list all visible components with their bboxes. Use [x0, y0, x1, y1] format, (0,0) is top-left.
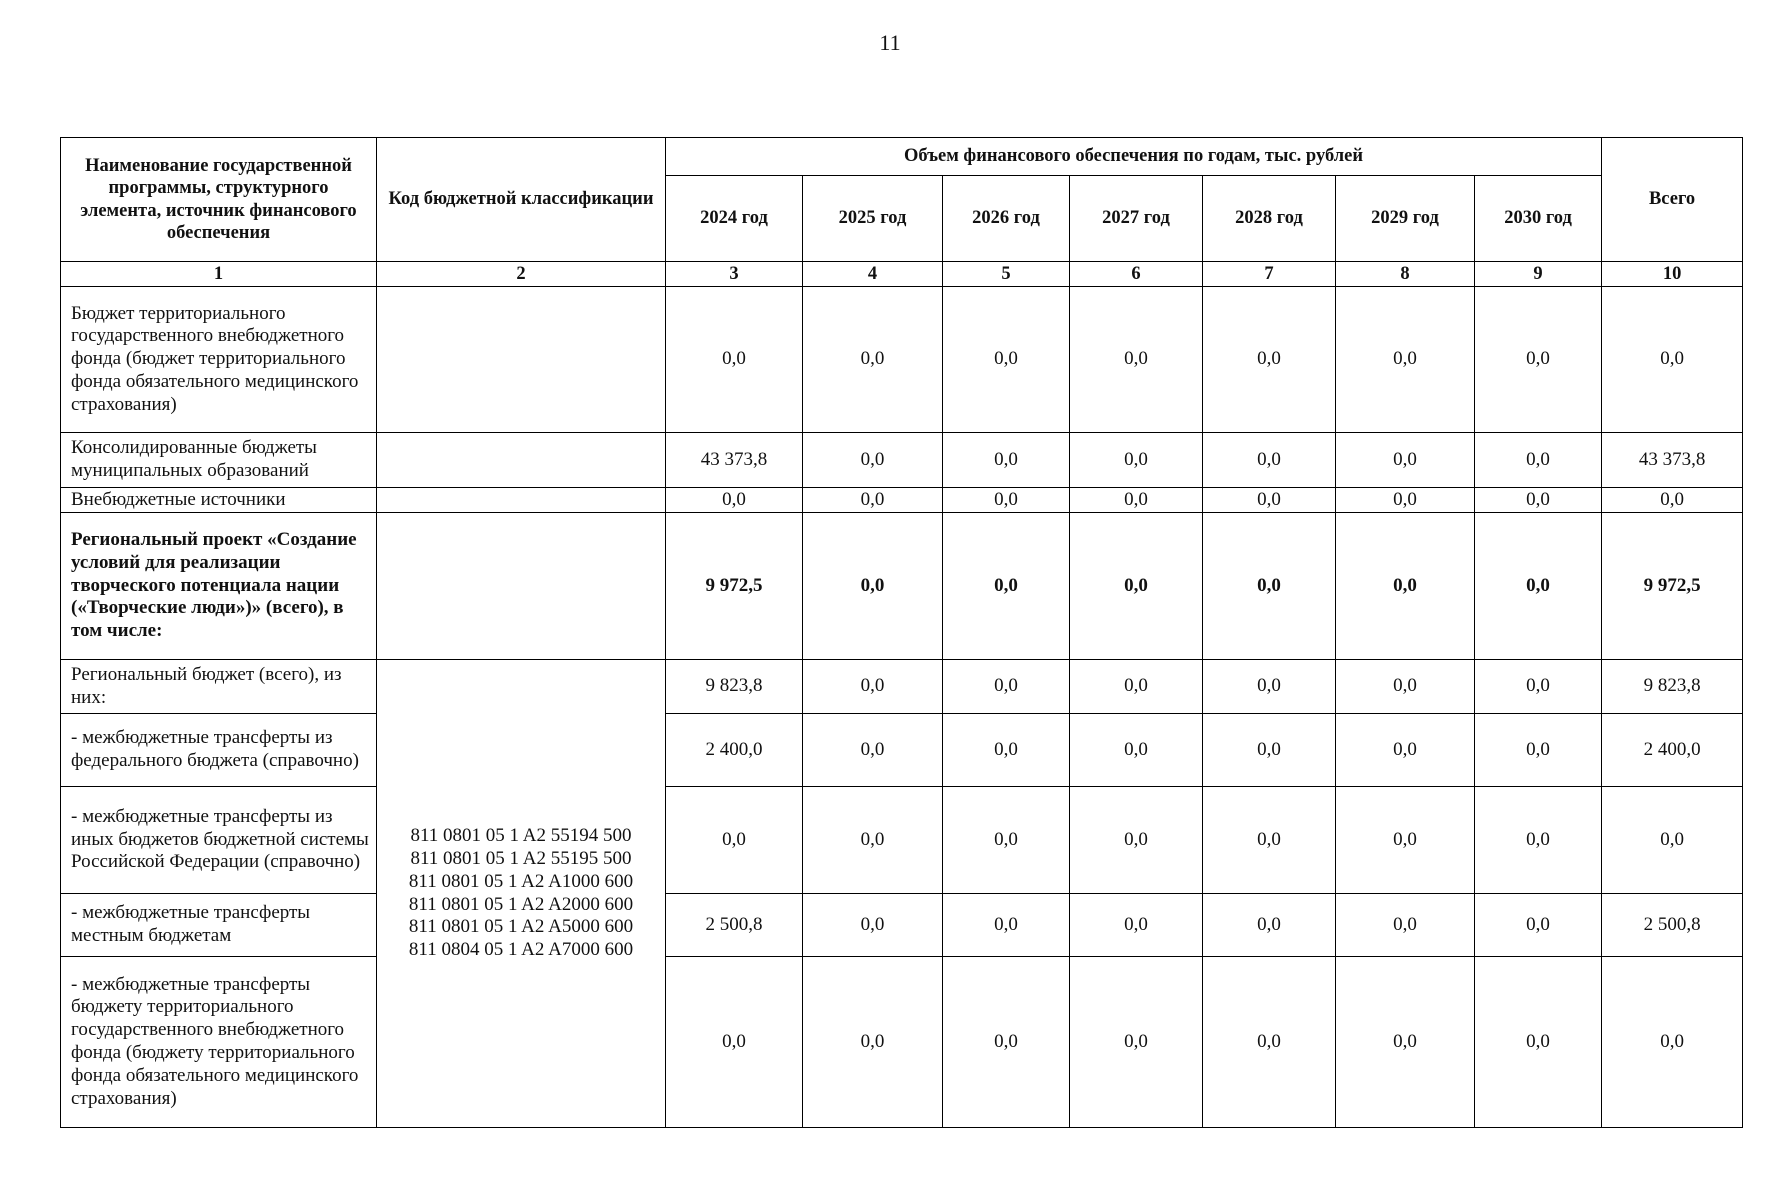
- value-cell: 0,0: [803, 488, 943, 513]
- total-cell: 2 500,8: [1602, 894, 1743, 957]
- column-index: 7: [1203, 262, 1336, 287]
- value-cell: 0,0: [1203, 433, 1336, 488]
- value-cell: 0,0: [803, 787, 943, 894]
- table-row: [61, 660, 1743, 714]
- financing-table: [60, 137, 1743, 1128]
- header-total-column: Всего: [1602, 138, 1743, 262]
- table-row: [61, 787, 1743, 894]
- column-index: 6: [1070, 262, 1203, 287]
- value-cell: 0,0: [1475, 894, 1602, 957]
- value-cell: 0,0: [1475, 660, 1602, 714]
- total-cell: 0,0: [1602, 488, 1743, 513]
- value-cell: 0,0: [943, 660, 1070, 714]
- table-header: [61, 138, 1743, 287]
- value-cell: 0,0: [943, 513, 1070, 660]
- value-cell: 0,0: [1475, 787, 1602, 894]
- value-cell: 0,0: [1475, 714, 1602, 787]
- value-cell: 0,0: [1203, 894, 1336, 957]
- value-cell: 0,0: [1070, 287, 1203, 433]
- value-cell: 0,0: [1336, 513, 1475, 660]
- column-index-row: [61, 262, 1743, 287]
- header-volume-column: Объем финансового обеспечения по годам, тыс. рублей: [666, 138, 1602, 176]
- total-cell: 2 400,0: [1602, 714, 1743, 787]
- column-index: 4: [803, 262, 943, 287]
- value-cell: 43 373,8: [666, 433, 803, 488]
- total-cell: 0,0: [1602, 957, 1743, 1128]
- value-cell: 0,0: [1070, 894, 1203, 957]
- table-row: [61, 957, 1743, 1128]
- value-cell: 9 823,8: [666, 660, 803, 714]
- table-row: [61, 287, 1743, 433]
- header-year: 2025 год: [803, 176, 943, 262]
- header-year: 2024 год: [666, 176, 803, 262]
- total-cell: 43 373,8: [1602, 433, 1743, 488]
- value-cell: 0,0: [943, 488, 1070, 513]
- budget-code: 811 0801 05 1 A2 A1000 600: [408, 870, 634, 892]
- total-cell: 9 823,8: [1602, 660, 1743, 714]
- value-cell: 0,0: [1336, 787, 1475, 894]
- value-cell: 0,0: [1475, 957, 1602, 1128]
- value-cell: 0,0: [943, 787, 1070, 894]
- value-cell: 0,0: [1336, 287, 1475, 433]
- value-cell: 0,0: [803, 894, 943, 957]
- value-cell: 0,0: [1070, 714, 1203, 787]
- value-cell: 0,0: [1070, 513, 1203, 660]
- table-row: [61, 513, 1743, 660]
- column-index: 8: [1336, 262, 1475, 287]
- value-cell: 0,0: [803, 714, 943, 787]
- value-cell: 0,0: [666, 787, 803, 894]
- total-cell: 0,0: [1602, 287, 1743, 433]
- budget-codes-cell: [377, 660, 666, 1128]
- value-cell: 0,0: [1336, 433, 1475, 488]
- value-cell: 0,0: [1475, 513, 1602, 660]
- value-cell: 0,0: [666, 287, 803, 433]
- row-name: Региональный бюджет (всего), из них:: [61, 660, 377, 714]
- value-cell: 0,0: [1070, 660, 1203, 714]
- budget-code: 811 0801 05 1 A2 55194 500: [410, 825, 632, 847]
- value-cell: 0,0: [1336, 660, 1475, 714]
- value-cell: 0,0: [803, 660, 943, 714]
- value-cell: 2 400,0: [666, 714, 803, 787]
- value-cell: 0,0: [1203, 957, 1336, 1128]
- value-cell: 0,0: [1203, 488, 1336, 513]
- header-year: 2028 год: [1203, 176, 1336, 262]
- value-cell: 0,0: [1475, 488, 1602, 513]
- value-cell: 0,0: [943, 433, 1070, 488]
- column-index: 1: [61, 262, 377, 287]
- value-cell: 0,0: [803, 287, 943, 433]
- value-cell: 0,0: [1070, 957, 1203, 1128]
- column-index: 3: [666, 262, 803, 287]
- value-cell: 0,0: [666, 488, 803, 513]
- code-cell-empty: [377, 513, 666, 660]
- column-index: 9: [1475, 262, 1602, 287]
- row-name: - межбюджетные трансферты бюджету территориального государственного внебюджетного фонда (бюджету территориального фонда обязательного медицинского страхования): [61, 957, 377, 1128]
- value-cell: 0,0: [1336, 714, 1475, 787]
- value-cell: 0,0: [1336, 894, 1475, 957]
- column-index: 10: [1602, 262, 1743, 287]
- header-name-column: Наименование государственной программы, структурного элемента, источник финансового обеспечения: [61, 138, 377, 262]
- value-cell: 0,0: [1475, 433, 1602, 488]
- value-cell: 0,0: [1203, 513, 1336, 660]
- row-name: Региональный проект «Создание условий для реализации творческого потенциала нации («Творческие люди»)» (всего), в том числе:: [61, 513, 377, 660]
- value-cell: 9 972,5: [666, 513, 803, 660]
- header-year: 2030 год: [1475, 176, 1602, 262]
- row-name: - межбюджетные трансферты местным бюджетам: [61, 894, 377, 957]
- header-code-column: Код бюджетной классификации: [377, 138, 666, 262]
- value-cell: 0,0: [1336, 488, 1475, 513]
- table-row: [61, 894, 1743, 957]
- total-cell: 0,0: [1602, 787, 1743, 894]
- header-year: 2026 год: [943, 176, 1070, 262]
- value-cell: 0,0: [943, 714, 1070, 787]
- value-cell: 0,0: [803, 957, 943, 1128]
- value-cell: 0,0: [1203, 660, 1336, 714]
- budget-code: 811 0801 05 1 A2 A2000 600: [408, 893, 634, 915]
- value-cell: 0,0: [1203, 787, 1336, 894]
- header-year: 2029 год: [1336, 176, 1475, 262]
- row-name: Бюджет территориального государственного внебюджетного фонда (бюджет территориального фонда обязательного медицинского страхования): [61, 287, 377, 433]
- value-cell: 0,0: [803, 433, 943, 488]
- column-index: 5: [943, 262, 1070, 287]
- value-cell: 0,0: [1336, 957, 1475, 1128]
- code-cell-empty: [377, 287, 666, 433]
- budget-code: 811 0801 05 1 A2 55195 500: [410, 847, 632, 869]
- value-cell: 0,0: [1070, 787, 1203, 894]
- value-cell: 0,0: [1070, 433, 1203, 488]
- budget-code: 811 0801 05 1 A2 A5000 600: [408, 916, 634, 938]
- row-name: - межбюджетные трансферты из федерального бюджета (справочно): [61, 714, 377, 787]
- code-cell-empty: [377, 433, 666, 488]
- row-name: - межбюджетные трансферты из иных бюджетов бюджетной системы Российской Федерации (справочно): [61, 787, 377, 894]
- row-name: Консолидированные бюджеты муниципальных образований: [61, 433, 377, 488]
- value-cell: 0,0: [803, 513, 943, 660]
- value-cell: 0,0: [1475, 287, 1602, 433]
- value-cell: 0,0: [943, 957, 1070, 1128]
- value-cell: 0,0: [1203, 287, 1336, 433]
- budget-code: 811 0804 05 1 A2 A7000 600: [408, 939, 634, 961]
- value-cell: 0,0: [943, 287, 1070, 433]
- value-cell: 0,0: [666, 957, 803, 1128]
- value-cell: 0,0: [1203, 714, 1336, 787]
- page-number: 11: [879, 30, 901, 55]
- table-row: [61, 488, 1743, 513]
- value-cell: 2 500,8: [666, 894, 803, 957]
- table-row: [61, 433, 1743, 488]
- column-index: 2: [377, 262, 666, 287]
- total-cell: 9 972,5: [1602, 513, 1743, 660]
- table-row: [61, 714, 1743, 787]
- value-cell: 0,0: [943, 894, 1070, 957]
- row-name: Внебюджетные источники: [61, 488, 377, 513]
- code-cell-empty: [377, 488, 666, 513]
- header-year: 2027 год: [1070, 176, 1203, 262]
- value-cell: 0,0: [1070, 488, 1203, 513]
